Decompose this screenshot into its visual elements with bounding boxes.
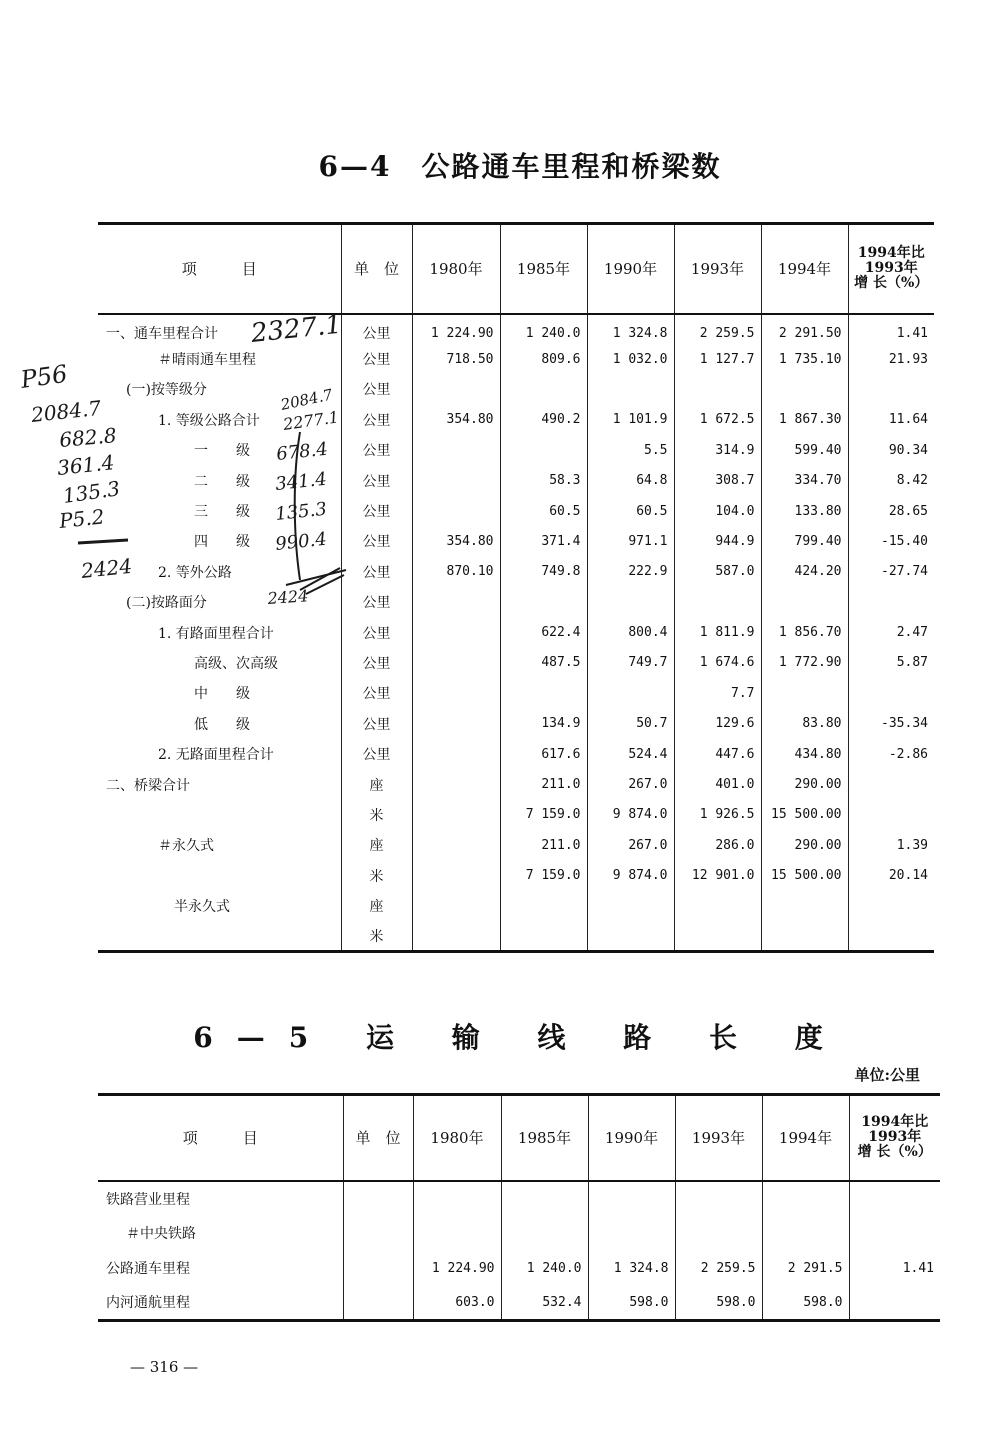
table-row	[98, 617, 934, 647]
cell-value	[500, 921, 587, 951]
row-label: 铁路营业里程	[106, 1191, 190, 1208]
row-unit: 公里	[341, 405, 412, 435]
row-label: 1. 等级公路合计	[158, 412, 260, 429]
cell-value	[848, 678, 934, 708]
cell-value: 8.42	[848, 465, 934, 495]
table-row	[98, 1286, 940, 1321]
cell-value	[501, 1216, 588, 1251]
header-unit: 单 位	[341, 224, 412, 314]
handwriting-mark: 682.8	[58, 423, 118, 452]
cell-value: 1 926.5	[674, 800, 761, 830]
table-row	[98, 587, 934, 617]
cell-value: 598.0	[762, 1286, 849, 1321]
row-label: 三 级	[194, 504, 250, 521]
row-label: 二 级	[194, 473, 250, 490]
cell-value: 809.6	[500, 344, 587, 374]
cell-value: -2.86	[848, 739, 934, 769]
cell-value: -15.40	[848, 526, 934, 556]
cell-value	[675, 1216, 762, 1251]
cell-value: 133.80	[761, 496, 848, 526]
cell-value: 1 811.9	[674, 617, 761, 647]
cell-value: 622.4	[500, 617, 587, 647]
header-1985: 1985年	[501, 1095, 588, 1181]
row-label: 高级、次高级	[194, 655, 278, 672]
cell-value: 1 224.90	[412, 314, 500, 344]
cell-value	[413, 1216, 501, 1251]
cell-value	[848, 587, 934, 617]
cell-value	[412, 648, 500, 678]
cell-value: 524.4	[587, 739, 674, 769]
cell-value	[412, 617, 500, 647]
cell-value: 308.7	[674, 465, 761, 495]
row-label: 公路通车里程	[106, 1261, 190, 1277]
cell-value: 1 674.6	[674, 648, 761, 678]
table-row	[98, 314, 934, 344]
cell-value: 1 867.30	[761, 405, 848, 435]
header-growth: 1994年比 1993年 增 长（%）	[848, 224, 934, 314]
cell-value: 354.80	[412, 526, 500, 556]
header-item: 项 目	[98, 1095, 343, 1181]
cell-value	[500, 678, 587, 708]
cell-value	[412, 800, 500, 830]
handwriting-mark: 2084.7	[30, 395, 103, 427]
cell-value: 211.0	[500, 769, 587, 799]
table-row	[98, 435, 934, 465]
cell-value	[412, 739, 500, 769]
cell-value: -35.34	[848, 709, 934, 739]
row-label: ＃永久式	[158, 838, 214, 855]
cell-value	[412, 678, 500, 708]
handwriting-mark: P56	[18, 359, 70, 394]
table-row	[98, 526, 934, 556]
cell-value	[762, 1216, 849, 1251]
cell-value: 12 901.0	[674, 861, 761, 891]
cell-value: 2 259.5	[675, 1251, 762, 1286]
cell-value: 104.0	[674, 496, 761, 526]
cell-value: 424.20	[761, 557, 848, 587]
row-label: 低 级	[194, 716, 250, 733]
row-label: 中 级	[194, 686, 250, 703]
cell-value: 587.0	[674, 557, 761, 587]
table-row	[98, 709, 934, 739]
cell-value: 1.39	[848, 830, 934, 860]
cell-value: 267.0	[587, 769, 674, 799]
cell-value: 2 291.50	[761, 314, 848, 344]
cell-value	[762, 1181, 849, 1216]
cell-value	[849, 1181, 940, 1216]
table-row	[98, 830, 934, 860]
header-1993: 1993年	[674, 224, 761, 314]
cell-value	[848, 374, 934, 404]
cell-value	[412, 374, 500, 404]
row-label: 半永久式	[174, 899, 230, 916]
transport-length-table	[98, 1093, 940, 1322]
unit-note: 单位:公里	[854, 1066, 920, 1084]
cell-value: 9 874.0	[587, 800, 674, 830]
table-row	[98, 1251, 940, 1286]
cell-value: 222.9	[587, 557, 674, 587]
cell-value	[674, 891, 761, 921]
table-row	[98, 861, 934, 891]
cell-value: 487.5	[500, 648, 587, 678]
table-title: 6—4 公路通车里程和桥梁数	[318, 150, 722, 183]
cell-value: 1 240.0	[500, 314, 587, 344]
table-row	[98, 1216, 940, 1251]
row-unit: 公里	[341, 526, 412, 556]
row-unit	[343, 1181, 413, 1216]
row-unit: 座	[341, 830, 412, 860]
road-mileage-table	[98, 222, 934, 953]
table-row	[98, 496, 934, 526]
cell-value	[412, 435, 500, 465]
cell-value	[761, 587, 848, 617]
cell-value: 211.0	[500, 830, 587, 860]
row-unit: 米	[341, 921, 412, 951]
table-row	[98, 800, 934, 830]
header-1993: 1993年	[675, 1095, 762, 1181]
cell-value	[587, 374, 674, 404]
cell-value: 58.3	[500, 465, 587, 495]
cell-value: 532.4	[501, 1286, 588, 1321]
cell-value	[848, 891, 934, 921]
cell-value: 971.1	[587, 526, 674, 556]
table-row	[98, 739, 934, 769]
cell-value: 371.4	[500, 526, 587, 556]
table-row	[98, 405, 934, 435]
handwriting-mark: P5.2	[58, 504, 106, 533]
cell-value: 1 127.7	[674, 344, 761, 374]
header-unit: 单 位	[343, 1095, 413, 1181]
row-label	[98, 800, 341, 830]
row-label: 一、通车里程合计	[106, 326, 218, 343]
cell-value: 1 101.9	[587, 405, 674, 435]
row-label: (二)按路面分	[126, 595, 207, 612]
cell-value: 2 259.5	[674, 314, 761, 344]
row-label: 1. 有路面里程合计	[158, 625, 274, 642]
cell-value: 490.2	[500, 405, 587, 435]
table-row	[98, 557, 934, 587]
cell-value	[674, 587, 761, 617]
cell-value	[761, 891, 848, 921]
cell-value: 7 159.0	[500, 861, 587, 891]
cell-value	[500, 435, 587, 465]
cell-value: 1 240.0	[501, 1251, 588, 1286]
row-label: 内河通航里程	[106, 1295, 190, 1312]
handwriting-mark: 2327.1	[249, 309, 344, 349]
table-row	[98, 891, 934, 921]
cell-value: -27.74	[848, 557, 934, 587]
cell-value	[587, 587, 674, 617]
row-unit: 公里	[341, 435, 412, 465]
row-unit	[343, 1216, 413, 1251]
header-1990: 1990年	[588, 1095, 675, 1181]
cell-value	[412, 769, 500, 799]
row-label: 四 级	[194, 534, 250, 551]
handwriting-mark: 135.3	[61, 476, 122, 508]
cell-value: 2.47	[848, 617, 934, 647]
cell-value: 7 159.0	[500, 800, 587, 830]
cell-value: 434.80	[761, 739, 848, 769]
cell-value	[674, 374, 761, 404]
cell-value: 129.6	[674, 709, 761, 739]
row-unit	[343, 1286, 413, 1321]
cell-value	[500, 374, 587, 404]
cell-value	[588, 1216, 675, 1251]
cell-value	[587, 678, 674, 708]
cell-value: 90.34	[848, 435, 934, 465]
cell-value	[501, 1181, 588, 1216]
row-label: ＃晴雨通车里程	[158, 352, 256, 369]
handwriting-mark: 361.4	[56, 450, 116, 480]
cell-value: 15 500.00	[761, 861, 848, 891]
row-label: 一 级	[194, 443, 250, 460]
cell-value: 2 291.5	[762, 1251, 849, 1286]
cell-value: 1 772.90	[761, 648, 848, 678]
handwriting-mark: 341.4	[274, 468, 328, 495]
cell-value: 749.8	[500, 557, 587, 587]
cell-value: 134.9	[500, 709, 587, 739]
header-1980: 1980年	[413, 1095, 501, 1181]
cell-value	[588, 1181, 675, 1216]
cell-value: 334.70	[761, 465, 848, 495]
row-unit: 米	[341, 800, 412, 830]
row-unit: 公里	[341, 648, 412, 678]
cell-value: 354.80	[412, 405, 500, 435]
row-unit: 公里	[341, 617, 412, 647]
header-1990: 1990年	[587, 224, 674, 314]
header-1994: 1994年	[761, 224, 848, 314]
header-1994: 1994年	[762, 1095, 849, 1181]
row-label: ＃中央铁路	[126, 1226, 196, 1242]
row-label: 二、桥梁合计	[106, 777, 190, 794]
cell-value: 28.65	[848, 496, 934, 526]
row-unit: 公里	[341, 344, 412, 374]
handwriting-mark: 2424	[80, 553, 134, 583]
cell-value	[412, 830, 500, 860]
cell-value	[413, 1181, 501, 1216]
cell-value: 21.93	[848, 344, 934, 374]
cell-value: 11.64	[848, 405, 934, 435]
table-row	[98, 465, 934, 495]
page-number: — 316 —	[130, 1358, 199, 1376]
cell-value: 598.0	[675, 1286, 762, 1321]
cell-value	[412, 496, 500, 526]
table-row	[98, 374, 934, 404]
cell-value: 314.9	[674, 435, 761, 465]
cell-value: 286.0	[674, 830, 761, 860]
cell-value	[674, 921, 761, 951]
handwriting-mark: 2084.7	[279, 385, 335, 414]
cell-value: 15 500.00	[761, 800, 848, 830]
row-label: 2. 无路面里程合计	[158, 747, 274, 764]
row-label: (一)按等级分	[126, 382, 207, 399]
row-label: 2. 等外公路	[158, 564, 232, 581]
cell-value: 60.5	[587, 496, 674, 526]
row-unit: 公里	[341, 314, 412, 344]
cell-value	[500, 587, 587, 617]
cell-value: 598.0	[588, 1286, 675, 1321]
cell-value	[587, 921, 674, 951]
cell-value: 447.6	[674, 739, 761, 769]
cell-value: 1 672.5	[674, 405, 761, 435]
cell-value: 83.80	[761, 709, 848, 739]
cell-value	[849, 1216, 940, 1251]
cell-value: 1 735.10	[761, 344, 848, 374]
cell-value: 290.00	[761, 769, 848, 799]
cell-value: 1 032.0	[587, 344, 674, 374]
cell-value: 1 324.8	[587, 314, 674, 344]
cell-value: 64.8	[587, 465, 674, 495]
cell-value	[675, 1181, 762, 1216]
cell-value: 718.50	[412, 344, 500, 374]
row-unit: 公里	[341, 557, 412, 587]
cell-value: 599.40	[761, 435, 848, 465]
cell-value: 799.40	[761, 526, 848, 556]
cell-value: 617.6	[500, 739, 587, 769]
cell-value	[412, 861, 500, 891]
row-label	[98, 861, 341, 891]
cell-value: 603.0	[413, 1286, 501, 1321]
handwriting-mark: 2277.1	[281, 407, 340, 434]
cell-value: 5.87	[848, 648, 934, 678]
table-row	[98, 344, 934, 374]
cell-value	[412, 465, 500, 495]
cell-value	[849, 1286, 940, 1321]
table-row	[98, 678, 934, 708]
row-unit: 公里	[341, 709, 412, 739]
handwriting-mark: 135.3	[274, 498, 328, 525]
row-unit: 公里	[341, 678, 412, 708]
cell-value: 5.5	[587, 435, 674, 465]
handwriting-mark: 2424	[266, 586, 309, 608]
cell-value: 1.41	[849, 1251, 940, 1286]
cell-value	[412, 709, 500, 739]
row-unit: 公里	[341, 496, 412, 526]
table-row	[98, 648, 934, 678]
row-unit	[343, 1251, 413, 1286]
cell-value: 50.7	[587, 709, 674, 739]
cell-value	[848, 769, 934, 799]
header-1980: 1980年	[412, 224, 500, 314]
row-unit: 公里	[341, 374, 412, 404]
cell-value	[500, 891, 587, 921]
table-row	[98, 1181, 940, 1216]
row-unit: 公里	[341, 739, 412, 769]
cell-value	[848, 800, 934, 830]
row-unit: 座	[341, 891, 412, 921]
cell-value	[412, 587, 500, 617]
cell-value	[761, 678, 848, 708]
header-1985: 1985年	[500, 224, 587, 314]
cell-value: 401.0	[674, 769, 761, 799]
cell-value: 800.4	[587, 617, 674, 647]
cell-value	[587, 891, 674, 921]
row-unit: 座	[341, 769, 412, 799]
cell-value	[761, 374, 848, 404]
cell-value	[412, 891, 500, 921]
row-unit: 公里	[341, 465, 412, 495]
cell-value: 1 324.8	[588, 1251, 675, 1286]
cell-value: 1.41	[848, 314, 934, 344]
table-title-2: 6—5 运 输 线 路 长 度	[193, 1021, 847, 1054]
row-label	[98, 921, 341, 951]
cell-value	[848, 921, 934, 951]
handwriting-mark: 678.4	[275, 438, 329, 465]
table-row	[98, 921, 934, 951]
cell-value: 944.9	[674, 526, 761, 556]
row-unit: 公里	[341, 587, 412, 617]
header-item: 项 目	[98, 224, 341, 314]
table-row	[98, 769, 934, 799]
header-growth: 1994年比 1993年 增 长（%）	[849, 1095, 940, 1181]
handwriting-mark: 990.4	[274, 528, 328, 555]
cell-value: 870.10	[412, 557, 500, 587]
cell-value: 1 224.90	[413, 1251, 501, 1286]
cell-value: 7.7	[674, 678, 761, 708]
cell-value	[761, 921, 848, 951]
cell-value: 60.5	[500, 496, 587, 526]
row-unit: 米	[341, 861, 412, 891]
cell-value	[412, 921, 500, 951]
cell-value: 20.14	[848, 861, 934, 891]
cell-value: 749.7	[587, 648, 674, 678]
cell-value: 267.0	[587, 830, 674, 860]
cell-value: 1 856.70	[761, 617, 848, 647]
cell-value: 290.00	[761, 830, 848, 860]
cell-value: 9 874.0	[587, 861, 674, 891]
